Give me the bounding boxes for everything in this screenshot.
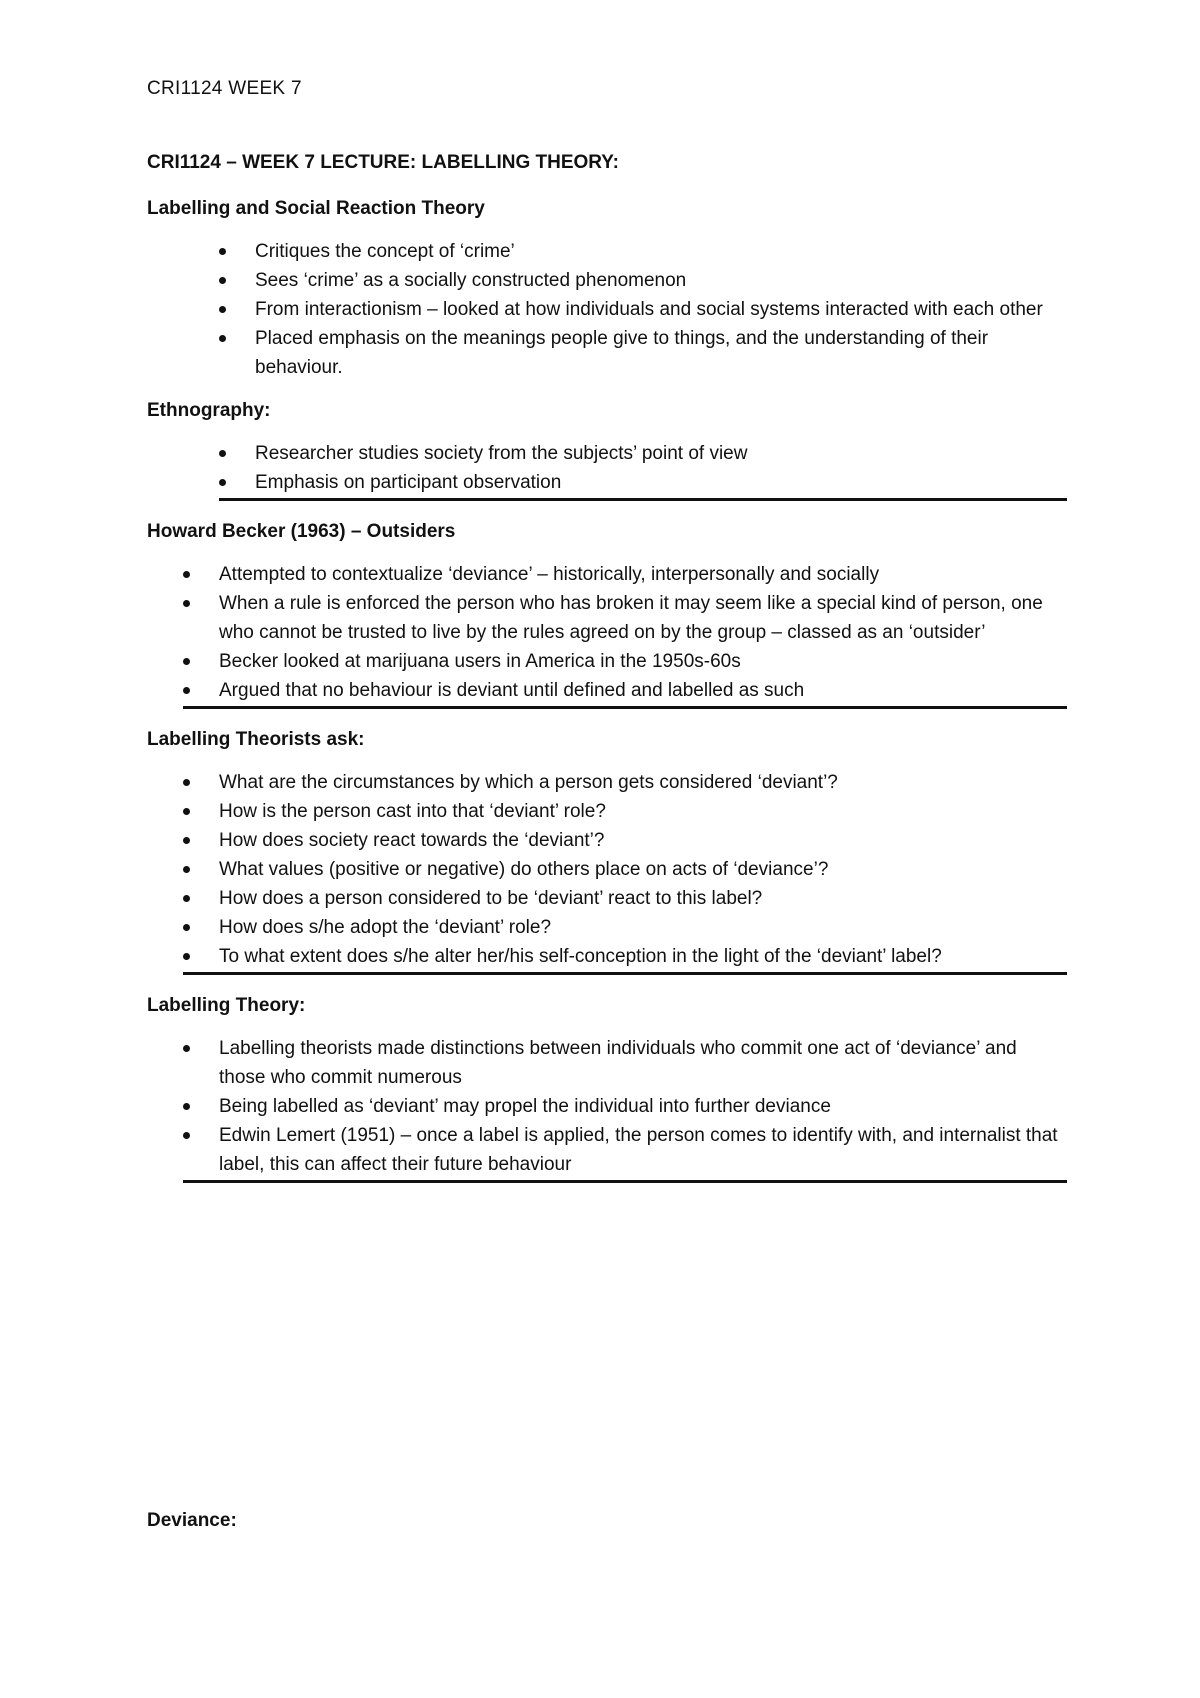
bullet-icon [183, 808, 190, 815]
section-ethnography [147, 396, 1067, 501]
list-item [147, 797, 1067, 826]
bullet-icon [183, 658, 190, 665]
list-item-text: From interactionism – looked at how individuals and social systems interacted with each other [255, 299, 1043, 320]
page-header: CRI1124 WEEK 7 [147, 78, 302, 99]
list-item-text: What values (positive or negative) do others place on acts of ‘deviance’? [219, 859, 829, 880]
list-item-text: Labelling theorists made distinctions between individuals who commit one act of ‘deviance’ and those who commit numerous [219, 1038, 1017, 1088]
list-item [147, 855, 1067, 884]
list-item [147, 826, 1067, 855]
bullet-icon [219, 306, 226, 313]
list-item-text: Emphasis on participant observation [255, 472, 562, 493]
bullet-icon [183, 779, 190, 786]
list-item [147, 439, 1067, 468]
bullet-icon [183, 924, 190, 931]
bullet-icon [219, 479, 226, 486]
list-item-text: Edwin Lemert (1951) – once a label is applied, the person comes to identify with, and internalist that label, this can affect their future behaviour [219, 1125, 1058, 1175]
section-divider [183, 972, 1067, 975]
bullet-icon [183, 837, 190, 844]
bullet-icon [183, 1103, 190, 1110]
section-divider [183, 1180, 1067, 1183]
list-item [147, 295, 1067, 324]
bullet-icon [219, 248, 226, 255]
list-item-text: How is the person cast into that ‘deviant’ role? [219, 801, 606, 822]
list-item [147, 942, 1067, 971]
section-heading: Labelling Theory: [147, 995, 306, 1016]
list-item [147, 647, 1067, 676]
list-item [147, 560, 1067, 589]
list-item-text: Critiques the concept of ‘crime’ [255, 241, 515, 262]
list-item-text: Becker looked at marijuana users in America in the 1950s-60s [219, 651, 741, 672]
bullet-icon [183, 687, 190, 694]
list-item [147, 324, 1067, 382]
section-divider [219, 498, 1067, 501]
list-item [147, 768, 1067, 797]
bullet-icon [183, 1132, 190, 1139]
list-item-text: How does a person considered to be ‘deviant’ react to this label? [219, 888, 763, 909]
section-labelling-theorists-ask [147, 725, 1067, 975]
section-divider [183, 706, 1067, 709]
bullet-icon [183, 571, 190, 578]
list-item-text: Placed emphasis on the meanings people give to things, and the understanding of their behaviour. [255, 328, 989, 378]
list-item-text: Argued that no behaviour is deviant until defined and labelled as such [219, 680, 805, 701]
list-item [147, 468, 1067, 497]
list-item [147, 676, 1067, 705]
bullet-icon [183, 953, 190, 960]
bullet-icon [219, 450, 226, 457]
list-item [147, 913, 1067, 942]
section-heading: Labelling Theorists ask: [147, 729, 365, 750]
section-heading: Labelling and Social Reaction Theory [147, 198, 485, 219]
bullet-list [147, 439, 1067, 497]
bullet-icon [219, 335, 226, 342]
bullet-icon [183, 600, 190, 607]
list-item-text: Sees ‘crime’ as a socially constructed phenomenon [255, 270, 687, 291]
bullet-icon [183, 866, 190, 873]
bullet-icon [183, 895, 190, 902]
list-item-text: When a rule is enforced the person who has broken it may seem like a special kind of person, one who cannot be trusted to live by the rules agreed on by the group – classed as an ‘outsider’ [219, 593, 1043, 643]
bullet-icon [183, 1045, 190, 1052]
bullet-icon [219, 277, 226, 284]
list-item [147, 266, 1067, 295]
list-item [147, 1034, 1067, 1092]
list-item-text: Attempted to contextualize ‘deviance’ – historically, interpersonally and socially [219, 564, 880, 585]
section-labelling-social-reaction [147, 194, 1067, 382]
list-item [147, 1092, 1067, 1121]
document-title: CRI1124 – WEEK 7 LECTURE: LABELLING THEORY: [147, 152, 619, 173]
list-item-text: How does s/he adopt the ‘deviant’ role? [219, 917, 552, 938]
bullet-list [147, 768, 1067, 971]
list-item-text: Being labelled as ‘deviant’ may propel the individual into further deviance [219, 1096, 831, 1117]
section-heading-deviance: Deviance: [147, 1510, 237, 1531]
list-item-text: How does society react towards the ‘deviant’? [219, 830, 605, 851]
list-item-text: Researcher studies society from the subjects’ point of view [255, 443, 748, 464]
section-labelling-theory [147, 991, 1067, 1183]
bullet-list [147, 237, 1067, 382]
section-heading: Howard Becker (1963) – Outsiders [147, 521, 456, 542]
list-item [147, 884, 1067, 913]
list-item-text: To what extent does s/he alter her/his self-conception in the light of the ‘deviant’ label? [219, 946, 942, 967]
list-item [147, 589, 1067, 647]
bullet-list [147, 560, 1067, 705]
section-heading: Ethnography: [147, 400, 271, 421]
list-item [147, 1121, 1067, 1179]
section-howard-becker [147, 517, 1067, 709]
list-item [147, 237, 1067, 266]
document-body [147, 148, 1067, 1199]
bullet-list [147, 1034, 1067, 1179]
list-item-text: What are the circumstances by which a person gets considered ‘deviant’? [219, 772, 838, 793]
